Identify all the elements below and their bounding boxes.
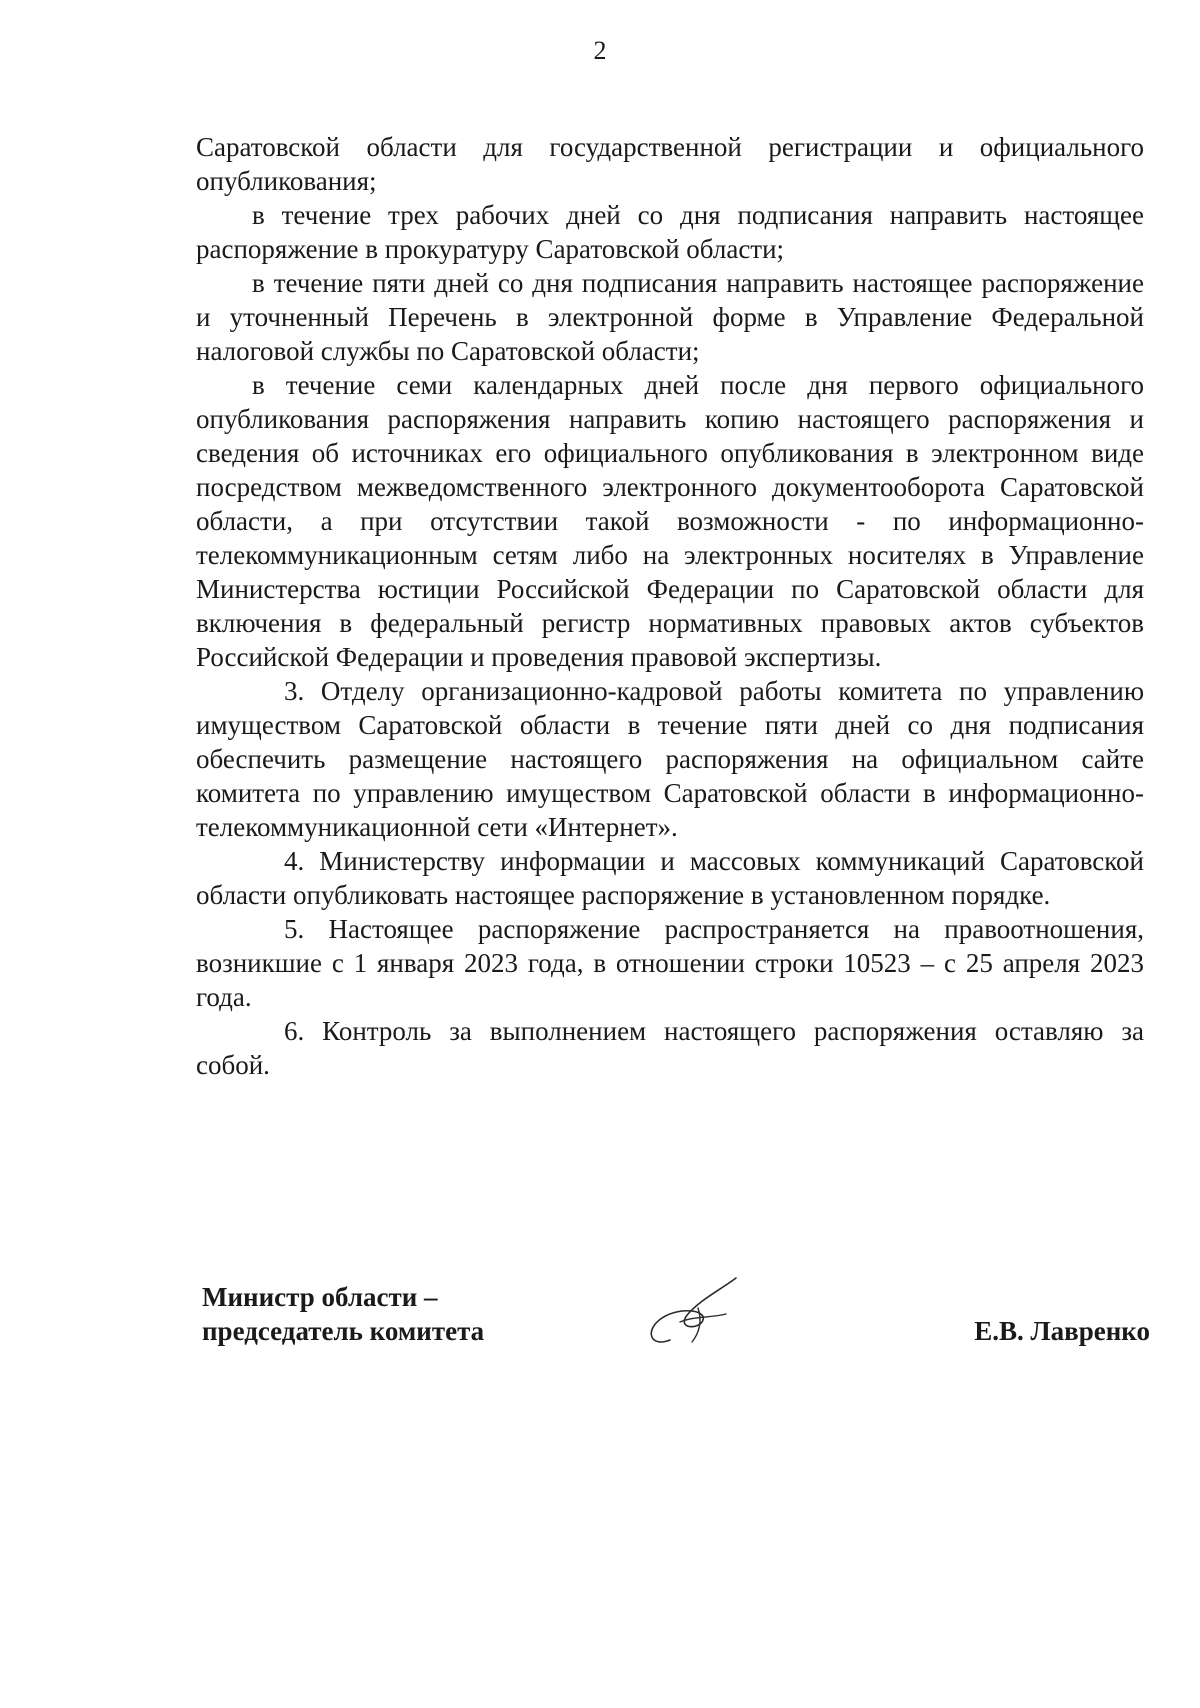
paragraph-item-4: 4. Министерству информации и массовых коммуникаций Саратовской области опубликовать настоящее распоряжение в установленном порядке. (196, 846, 1144, 910)
document-body (196, 130, 1144, 1082)
paragraph-item-3: 3. Отделу организационно-кадровой работы комитета по управлению имуществом Саратовской области в течение пяти дней со дня подписания обеспечить размещение настоящего распоряжения на официальном сайте комитета по управлению имуществом Саратовской области в информационно-телекоммуникационной сети «Интернет». (196, 676, 1144, 842)
paragraph-continuation: Саратовской области для государственной регистрации и официального опубликования; (196, 132, 1144, 196)
signatory-name: Е.В. Лавренко (974, 1316, 1150, 1346)
handwritten-signature (640, 1270, 760, 1360)
paragraph-item-6: 6. Контроль за выполнением настоящего распоряжения оставляю за собой. (196, 1016, 1144, 1080)
paragraph-justice-ministry: в течение семи календарных дней после дня первого официального опубликования распоряжения направить копию настоящего распоряжения и сведения об источниках его официального опубликования в электронном виде посредством межведомственного электронного документооборота Саратовской области, а при отсутствии такой возможности - по информационно-телекоммуникационным сетям либо на электронных носителях в Управление Министерства юстиции Российской Федерации по Саратовской области для включения в федеральный регистр нормативных правовых актов субъектов Российской Федерации и проведения правовой экспертизы. (196, 370, 1144, 672)
paragraph-item-5: 5. Настоящее распоряжение распространяется на правоотношения, возникшие с 1 января 2023 года, в отношении строки 10523 – с 25 апреля 2023 года. (196, 914, 1144, 1012)
signatory-position (202, 1280, 484, 1348)
position-line-1: Министр области – (202, 1282, 438, 1312)
position-line-2: председатель комитета (202, 1316, 485, 1346)
paragraph-prosecutor: в течение трех рабочих дней со дня подписания направить настоящее распоряжение в прокуратуру Саратовской области; (196, 200, 1144, 264)
paragraph-tax-service: в течение пяти дней со дня подписания направить настоящее распоряжение и уточненный Перечень в электронной форме в Управление Федеральной налоговой службы по Саратовской области; (196, 268, 1144, 366)
page-number: 2 (593, 36, 607, 65)
